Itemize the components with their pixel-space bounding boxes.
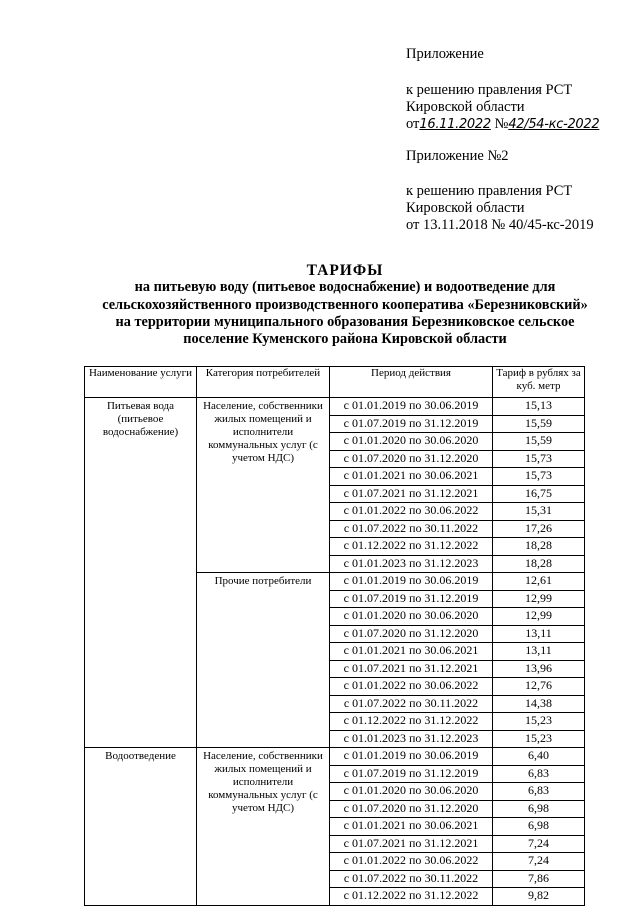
tariff-value-cell: 15,31 (493, 503, 585, 521)
header-category: Категория потребителей (197, 367, 330, 398)
service-name-cell: Питьевая вода (питьевое водоснабжение) (85, 398, 197, 748)
period-cell: с 01.01.2020 по 30.06.2020 (330, 608, 493, 626)
header-service: Наименование услуги (85, 367, 197, 398)
tariff-value-cell: 15,59 (493, 433, 585, 451)
tariff-table (84, 366, 585, 906)
tariff-value-cell: 7,86 (493, 870, 585, 888)
period-cell: с 01.07.2020 по 31.12.2020 (330, 800, 493, 818)
period-cell: с 01.01.2023 по 31.12.2023 (330, 555, 493, 573)
tariff-value-cell: 13,96 (493, 660, 585, 678)
tariff-value-cell: 12,99 (493, 590, 585, 608)
period-cell: с 01.01.2020 по 30.06.2020 (330, 783, 493, 801)
tariff-table-body (85, 398, 585, 906)
tariff-value-cell: 16,75 (493, 485, 585, 503)
tariff-value-cell: 13,11 (493, 625, 585, 643)
handwritten-number: 42/54-кс-2022 (508, 117, 600, 132)
tariff-value-cell: 6,83 (493, 765, 585, 783)
decision-line: к решению правления РСТ (406, 82, 573, 98)
tariff-value-cell: 9,82 (493, 888, 585, 906)
region-line: Кировской области (406, 99, 525, 115)
dated-line (406, 116, 599, 133)
consumer-category-cell: Прочие потребители (197, 573, 330, 748)
tariff-value-cell: 6,40 (493, 748, 585, 766)
tariff-value-cell: 14,38 (493, 695, 585, 713)
tariff-value-cell: 18,28 (493, 538, 585, 556)
handwritten-date: 16.11.2022 (419, 117, 491, 132)
tariff-value-cell: 15,23 (493, 713, 585, 731)
period-cell: с 01.07.2022 по 30.11.2022 (330, 870, 493, 888)
period-cell: с 01.07.2019 по 31.12.2019 (330, 765, 493, 783)
period-cell: с 01.07.2022 по 30.11.2022 (330, 520, 493, 538)
period-cell: с 01.01.2022 по 30.06.2022 (330, 678, 493, 696)
tariff-value-cell: 6,98 (493, 818, 585, 836)
header-period: Период действия (330, 367, 493, 398)
tariff-value-cell: 18,28 (493, 555, 585, 573)
period-cell: с 01.07.2022 по 30.11.2022 (330, 695, 493, 713)
tariff-value-cell: 6,98 (493, 800, 585, 818)
tariff-value-cell: 15,23 (493, 730, 585, 748)
tariff-value-cell: 7,24 (493, 853, 585, 871)
tariff-value-cell: 15,73 (493, 450, 585, 468)
period-cell: с 01.12.2022 по 31.12.2022 (330, 538, 493, 556)
tariff-value-cell: 13,11 (493, 643, 585, 661)
tariff-value-cell: 6,83 (493, 783, 585, 801)
dated-prefix: от (406, 116, 420, 132)
period-cell: с 01.01.2020 по 30.06.2020 (330, 433, 493, 451)
period-cell: с 01.01.2019 по 30.06.2019 (330, 573, 493, 591)
period-cell: с 01.01.2019 по 30.06.2019 (330, 398, 493, 416)
period-cell: с 01.01.2021 по 30.06.2021 (330, 818, 493, 836)
period-cell: с 01.01.2022 по 30.06.2022 (330, 853, 493, 871)
appendix-title: Приложение (406, 46, 484, 62)
table-row (85, 748, 585, 766)
period-cell: с 01.01.2022 по 30.06.2022 (330, 503, 493, 521)
period-cell: с 01.07.2021 по 31.12.2021 (330, 660, 493, 678)
tariff-value-cell: 17,26 (493, 520, 585, 538)
table-row (85, 398, 585, 416)
consumer-category-cell: Население, собственники жилых помещений и исполнители коммунальных услуг (с учетом НДС) (197, 398, 330, 573)
period-cell: с 01.01.2021 по 30.06.2021 (330, 643, 493, 661)
tariff-value-cell: 12,76 (493, 678, 585, 696)
decision2-reference (406, 183, 594, 234)
period-cell: с 01.12.2022 по 31.12.2022 (330, 888, 493, 906)
service-name-cell: Водоотведение (85, 748, 197, 906)
period-cell: с 01.01.2023 по 31.12.2023 (330, 730, 493, 748)
appendix2-title: Приложение №2 (406, 148, 509, 164)
period-cell: с 01.01.2021 по 30.06.2021 (330, 468, 493, 486)
period-cell: с 01.07.2020 по 31.12.2020 (330, 450, 493, 468)
tariff-value-cell: 15,73 (493, 468, 585, 486)
tariff-value-cell: 15,59 (493, 415, 585, 433)
tariff-value-cell: 15,13 (493, 398, 585, 416)
appendix2-header (406, 148, 509, 165)
period-cell: с 01.07.2019 по 31.12.2019 (330, 590, 493, 608)
period-cell: с 01.07.2021 по 31.12.2021 (330, 485, 493, 503)
period-cell: с 01.07.2020 по 31.12.2020 (330, 625, 493, 643)
decision2-line: к решению правления РСТ (406, 183, 573, 199)
period-cell: с 01.07.2021 по 31.12.2021 (330, 835, 493, 853)
dated2-line: от 13.11.2018 № 40/45-кс-2019 (406, 217, 594, 233)
period-cell: с 01.07.2019 по 31.12.2019 (330, 415, 493, 433)
decision-reference (406, 82, 599, 133)
title-subtitle: на питьевую воду (питьевое водоснабжение) и водоотведение для сельскохозяйственного производственного кооператива «Березниковский» на территории муниципального образования Березниковское сельское поселение Куменского района Кировской области (102, 279, 588, 348)
document-title (100, 262, 590, 348)
title-main: ТАРИФЫ (306, 262, 384, 279)
appendix-header (406, 46, 484, 63)
region2-line: Кировской области (406, 200, 525, 216)
tariff-value-cell: 7,24 (493, 835, 585, 853)
period-cell: с 01.01.2019 по 30.06.2019 (330, 748, 493, 766)
number-sign: № (494, 116, 509, 132)
header-tariff: Тариф в рублях за куб. метр (493, 367, 585, 398)
period-cell: с 01.12.2022 по 31.12.2022 (330, 713, 493, 731)
table-header-row (85, 367, 585, 398)
tariff-value-cell: 12,99 (493, 608, 585, 626)
tariff-value-cell: 12,61 (493, 573, 585, 591)
consumer-category-cell: Население, собственники жилых помещений и исполнители коммунальных услуг (с учетом НДС) (197, 748, 330, 906)
